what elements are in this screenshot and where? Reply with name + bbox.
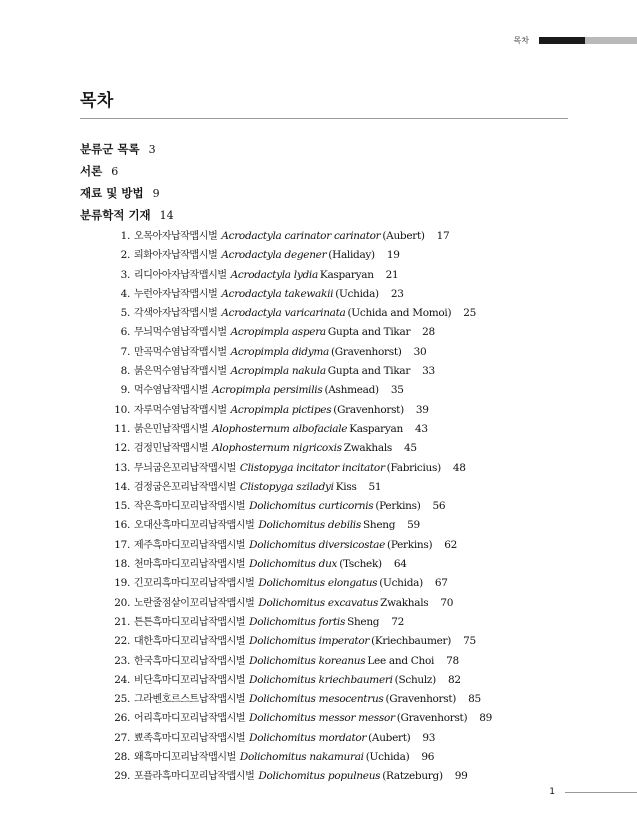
entry-number: 5.: [120, 307, 130, 320]
entry-number: 16.: [114, 519, 130, 532]
entry-author: (Perkins): [375, 500, 421, 513]
entry-korean-name: 뢰화아자납작맵시벌: [134, 250, 218, 262]
entry-korean-name: 검정민납작맵시벌: [134, 443, 209, 455]
section-page: 9: [152, 187, 160, 200]
entry-korean-name: 검정굽은꼬리납작맵시벌: [134, 481, 236, 493]
entry-number: 12.: [114, 442, 130, 455]
entry-page: 23: [390, 287, 404, 300]
entry-korean-name: 긴꼬리흑마디꼬리납작맵시벌: [134, 578, 255, 590]
entry-author: (Uchida and Momoi): [347, 307, 452, 320]
entry-scientific-name: Dolichomitus curticornis: [249, 500, 374, 513]
entry-scientific-name: Clistopyga sziladyi: [239, 480, 334, 493]
entry-scientific-name: Dolichomitus mordator: [249, 731, 367, 744]
toc-entry[interactable]: [100, 248, 570, 267]
entry-korean-name: 노란줄점샅이꼬리납작맵시벌: [134, 597, 255, 609]
entry-scientific-name: Dolichomitus imperator: [249, 635, 370, 648]
entry-page: 64: [393, 558, 407, 571]
entry-scientific-name: Acropimpla aspera: [230, 326, 326, 339]
toc-entry[interactable]: [100, 364, 570, 383]
entry-number: 25.: [114, 693, 130, 706]
entry-korean-name: 어리흑마디꼬리납작맵시벌: [134, 713, 246, 725]
entry-author: (Fabricius): [386, 461, 441, 474]
section-page: 3: [148, 143, 156, 156]
entry-korean-name: 무늬먹수염납작맵시벌: [134, 327, 227, 339]
entry-author: (Aubert): [382, 230, 425, 242]
entry-number: 14.: [114, 480, 130, 493]
entry-author: Kasparyan: [349, 422, 403, 435]
entry-korean-name: 대한흑마디꼬리납작맵시벌: [134, 636, 246, 648]
entry-page: 51: [368, 480, 382, 493]
toc-entry[interactable]: [100, 306, 570, 325]
entry-scientific-name: Clistopyga incitator incitator: [239, 461, 385, 474]
entry-author: Zwakhals: [380, 596, 429, 609]
toc-entry[interactable]: [100, 615, 570, 634]
entry-korean-name: 각색아자납작맵시벌: [134, 308, 218, 320]
entry-scientific-name: Acropimpla persimilis: [212, 384, 323, 397]
entry-korean-name: 붉은민납작맵시벌: [134, 423, 209, 435]
entry-korean-name: 한국흑마디꼬리납작맵시벌: [134, 655, 246, 667]
entry-author: (Uchida): [379, 577, 423, 590]
entry-scientific-name: Dolichomitus messor messor: [249, 712, 395, 725]
section-title: 서론: [80, 164, 103, 178]
entry-scientific-name: Acrodactyla carinator carinator: [221, 230, 381, 242]
entry-author: Sheng: [362, 519, 396, 532]
entry-author: Gupta and Tikar: [327, 365, 411, 378]
toc-entry[interactable]: [100, 480, 570, 499]
entry-number: 20.: [114, 596, 130, 609]
section-title: 분류군 목록: [80, 142, 140, 156]
page-number: 1: [549, 787, 555, 797]
entry-page: 21: [385, 268, 399, 281]
entry-number: 29.: [114, 770, 130, 783]
entry-page: 82: [447, 673, 461, 686]
entry-page: 48: [452, 461, 466, 474]
entry-number: 4.: [120, 287, 130, 300]
entry-author: (Tschek): [339, 558, 382, 571]
entry-page: 25: [463, 307, 477, 320]
entry-number: 8.: [120, 365, 130, 378]
entry-author: Kiss: [335, 480, 357, 493]
entry-page: 56: [432, 500, 446, 513]
entry-author: (Aubert): [368, 731, 411, 744]
entry-number: 3.: [120, 268, 130, 281]
entry-page: 99: [454, 770, 468, 783]
toc-section[interactable]: [80, 185, 174, 207]
entry-page: 78: [446, 654, 459, 667]
entry-scientific-name: Acropimpla didyma: [230, 345, 329, 358]
toc-entry[interactable]: [100, 325, 570, 344]
section-title: 분류학적 기재: [80, 208, 151, 222]
toc-entry[interactable]: [100, 441, 570, 460]
toc-entry[interactable]: [100, 673, 570, 692]
toc-entry[interactable]: [100, 711, 570, 730]
entry-page: 70: [440, 596, 454, 609]
toc-entry[interactable]: [100, 557, 570, 576]
section-list: [80, 141, 174, 229]
entry-number: 15.: [114, 500, 130, 513]
entry-author: Lee and Choi: [367, 654, 435, 667]
entry-page: 59: [407, 519, 420, 532]
entry-author: (Gravenhorst): [330, 345, 402, 358]
entry-korean-name: 먹수염납작맵시벌: [134, 385, 209, 397]
section-page: 6: [111, 165, 119, 178]
entry-number: 24.: [114, 673, 130, 686]
entry-number: 19.: [114, 577, 130, 590]
entry-number: 6.: [120, 326, 130, 339]
page-footer: [549, 787, 637, 797]
entry-korean-name: 누런아자납작맵시벌: [134, 288, 218, 300]
toc-entry[interactable]: [100, 576, 570, 595]
entry-korean-name: 왜흑마디꼬리납작맵시벌: [134, 752, 236, 764]
title-divider: [80, 118, 568, 119]
toc-entry[interactable]: [100, 383, 570, 402]
toc-entry[interactable]: [100, 422, 570, 441]
footer-rule: [565, 792, 637, 793]
entry-page: 67: [434, 577, 448, 590]
entry-author: Zwakhals: [343, 442, 392, 455]
running-head-bar-gray: [585, 37, 637, 44]
entry-scientific-name: Acrodactyla varicarinata: [221, 307, 346, 320]
entry-page: 62: [444, 538, 458, 551]
toc-entry[interactable]: [100, 518, 570, 537]
toc-entry[interactable]: [100, 538, 570, 557]
entry-page: 19: [386, 249, 400, 262]
entry-scientific-name: Acropimpla pictipes: [230, 403, 332, 416]
toc-section[interactable]: [80, 163, 174, 185]
entry-page: 75: [463, 635, 476, 648]
entry-korean-name: 그라벤호르스트납작맵시벌: [134, 694, 246, 706]
entry-korean-name: 리디아아자납작맵시벌: [134, 269, 227, 281]
toc-entry[interactable]: [100, 654, 570, 673]
entry-author: Gupta and Tikar: [327, 326, 411, 339]
entry-author: (Ratzeburg): [382, 770, 443, 783]
entry-number: 18.: [114, 558, 130, 571]
entry-author: Sheng: [347, 615, 380, 628]
entry-scientific-name: Dolichomitus nakamurai: [239, 751, 364, 764]
entry-author: (Gravenhorst): [385, 693, 457, 706]
entry-number: 11.: [114, 422, 130, 435]
entry-number: 28.: [114, 751, 130, 764]
entry-scientific-name: Acrodactyla takewakii: [221, 287, 334, 300]
entry-number: 10.: [114, 403, 130, 416]
toc-entry[interactable]: [100, 287, 570, 306]
entry-author: (Uchida): [335, 287, 379, 300]
entry-scientific-name: Dolichomitus debilis: [258, 519, 361, 532]
entry-korean-name: 자루먹수염납작맵시벌: [134, 404, 227, 416]
entry-author: (Haliday): [328, 249, 375, 262]
entry-korean-name: 제주흑마디꼬리납작맵시벌: [134, 539, 246, 551]
entry-scientific-name: Dolichomitus populneus: [258, 770, 381, 783]
entry-author: (Kriechbaumer): [371, 635, 452, 648]
toc-entry[interactable]: [100, 750, 570, 769]
entry-korean-name: 포플라흑마디꼬리납작맵시벌: [134, 771, 255, 783]
entry-author: (Gravenhorst): [396, 712, 468, 725]
entry-scientific-name: Dolichomitus mesocentrus: [249, 693, 384, 706]
entry-korean-name: 튼튼흑마디꼬리납작맵시벌: [134, 616, 246, 628]
toc-section[interactable]: [80, 207, 174, 229]
entry-korean-name: 작은흑마디꼬리납작맵시벌: [134, 501, 246, 513]
entry-page: 89: [479, 712, 493, 725]
section-page: 14: [159, 209, 174, 222]
entry-korean-name: 오대산흑마디꼬리납작맵시벌: [134, 520, 255, 532]
entry-page: 72: [391, 615, 404, 628]
toc-entry[interactable]: [100, 692, 570, 711]
entry-author: (Gravenhorst): [333, 403, 404, 416]
entry-page: 17: [436, 230, 450, 242]
entry-author: (Perkins): [387, 538, 433, 551]
entry-page: 30: [413, 345, 427, 358]
entry-korean-name: 천마흑마디꼬리납작맵시벌: [134, 559, 246, 571]
entry-number: 17.: [114, 538, 130, 551]
toc-entry[interactable]: [100, 345, 570, 364]
entry-page: 28: [422, 326, 435, 339]
entry-korean-name: 붉은먹수염납작맵시벌: [134, 366, 227, 378]
entry-korean-name: 오목아자납작맵시벌: [134, 231, 218, 242]
entry-number: 13.: [114, 461, 130, 474]
entry-author: (Uchida): [365, 751, 410, 764]
entry-page: 96: [421, 751, 435, 764]
entry-author: (Schulz): [394, 673, 436, 686]
entry-korean-name: 무늬굽은꼬리납작맵시벌: [134, 462, 236, 474]
entry-author: Kasparyan: [319, 268, 374, 281]
running-head: [514, 36, 637, 45]
running-head-label: 목차: [513, 36, 529, 45]
entry-scientific-name: Dolichomitus diversicostae: [249, 538, 386, 551]
entry-scientific-name: Alophosternum albofaciale: [212, 422, 348, 435]
toc-entry[interactable]: [100, 403, 570, 422]
entry-page: 33: [422, 365, 435, 378]
toc-entry[interactable]: [100, 499, 570, 518]
toc-entry[interactable]: [100, 769, 570, 788]
entry-number: 22.: [114, 635, 130, 648]
toc-entry[interactable]: [100, 634, 570, 653]
toc-entry[interactable]: [100, 268, 570, 287]
entry-korean-name: 비단흑마디꼬리납작맵시벌: [134, 674, 246, 686]
entry-number: 7.: [120, 345, 130, 358]
entry-page: 43: [414, 422, 428, 435]
entry-page: 39: [415, 403, 429, 416]
entry-number: 27.: [114, 731, 130, 744]
entry-page: 45: [404, 442, 417, 455]
section-title: 재료 및 방법: [80, 186, 144, 200]
entry-number: 1.: [120, 230, 130, 242]
entry-page: 93: [422, 731, 436, 744]
entry-scientific-name: Dolichomitus dux: [249, 558, 338, 571]
species-entry-list: [100, 229, 570, 789]
entry-scientific-name: Acrodactyla degener: [221, 249, 327, 262]
entry-scientific-name: Dolichomitus excavatus: [258, 596, 379, 609]
entry-scientific-name: Dolichomitus elongatus: [258, 577, 378, 590]
entry-korean-name: 뾰족흑마디꼬리납작맵시벌: [134, 732, 246, 744]
entry-number: 23.: [114, 654, 130, 667]
toc-entry[interactable]: [100, 229, 570, 248]
entry-number: 21.: [114, 615, 130, 628]
toc-entry[interactable]: [100, 731, 570, 750]
entry-page: 35: [390, 384, 404, 397]
entry-number: 9.: [120, 384, 130, 397]
entry-scientific-name: Dolichomitus koreanus: [249, 654, 366, 667]
entry-scientific-name: Dolichomitus kriechbaumeri: [249, 673, 393, 686]
toc-entry[interactable]: [100, 461, 570, 480]
page-title: 목차: [80, 91, 114, 111]
running-head-bar-black: [539, 37, 585, 44]
toc-entry[interactable]: [100, 596, 570, 615]
entry-scientific-name: Alophosternum nigricoxis: [212, 442, 342, 455]
entry-scientific-name: Acrodactyla lydia: [230, 268, 318, 281]
entry-number: 2.: [120, 249, 130, 262]
entry-korean-name: 만곡먹수염납작맵시벌: [134, 346, 227, 358]
entry-scientific-name: Acropimpla nakula: [230, 365, 326, 378]
toc-section[interactable]: [80, 141, 174, 163]
entry-scientific-name: Dolichomitus fortis: [249, 615, 346, 628]
entry-author: (Ashmead): [324, 384, 379, 397]
entry-number: 26.: [114, 712, 130, 725]
entry-page: 85: [468, 693, 481, 706]
